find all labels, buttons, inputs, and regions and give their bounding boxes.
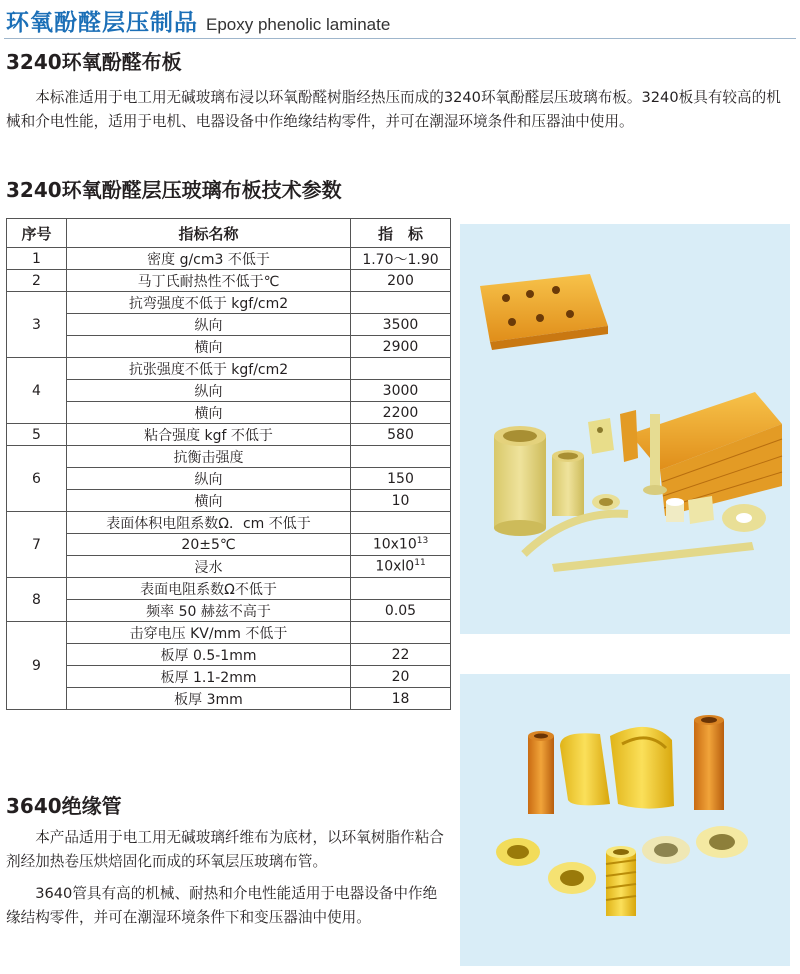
row-value	[351, 358, 451, 380]
row-name: 横向	[67, 490, 351, 512]
header-title-cn: 环氧酚醛层压制品	[6, 10, 198, 36]
row-name: 马丁氏耐热性不低于℃	[67, 270, 351, 292]
row-no: 2	[7, 270, 67, 292]
row-name: 纵向	[67, 380, 351, 402]
row-value: 150	[351, 468, 451, 490]
table-row	[7, 644, 451, 666]
row-no: 7	[7, 512, 67, 578]
table-header-row	[7, 219, 451, 248]
row-value: 22	[351, 644, 451, 666]
section1-title: 3240环氧酚醛布板	[6, 50, 182, 74]
row-value	[351, 512, 451, 534]
table-row	[7, 490, 451, 512]
row-value: 0.05	[351, 600, 451, 622]
table-row	[7, 380, 451, 402]
table-row	[7, 402, 451, 424]
row-name: 20±5℃	[67, 534, 351, 556]
row-value: 2200	[351, 402, 451, 424]
row-no: 1	[7, 248, 67, 270]
table-row	[7, 446, 451, 468]
header-title-en: Epoxy phenolic laminate	[206, 15, 391, 34]
row-name: 击穿电压 KV/mm 不低于	[67, 622, 351, 644]
section3-paragraph-1: 本产品适用于电工用无碱玻璃纤维布为底材，以环氧树脂作粘合剂经加热卷压烘焙固化而成的环氧层压玻璃布管。	[6, 829, 444, 870]
row-value: 10	[351, 490, 451, 512]
col-header-value: 指 标	[351, 219, 451, 248]
table-row	[7, 270, 451, 292]
row-value: 580	[351, 424, 451, 446]
section1-paragraph: 本标准适用于电工用无碱玻璃布浸以环氧酚醛树脂经热压而成的3240环氧酚醛层压玻璃布板。3240板具有较高的机械和介电性能，适用于电机、电器设备中作绝缘结构零件，并可在潮湿环境条件和压器油中使用。	[6, 89, 781, 130]
row-no: 6	[7, 446, 67, 512]
value-exponent: 13	[416, 536, 429, 547]
table-row	[7, 512, 451, 534]
table-row	[7, 336, 451, 358]
row-value: 2900	[351, 336, 451, 358]
row-name: 频率 50 赫兹不高于	[67, 600, 351, 622]
row-no: 3	[7, 292, 67, 358]
row-name: 表面体积电阻系数Ω．cm 不低于	[67, 512, 351, 534]
row-value: 200	[351, 270, 451, 292]
row-name: 密度 g/cm3 不低于	[67, 248, 351, 270]
col-header-name: 指标名称	[67, 219, 351, 248]
row-name: 横向	[67, 402, 351, 424]
row-name: 横向	[67, 336, 351, 358]
table-row	[7, 248, 451, 270]
section2-title: 3240环氧酚醛层压玻璃布板技术参数	[6, 178, 342, 202]
row-name: 粘合强度 kgf 不低于	[67, 424, 351, 446]
table-row	[7, 314, 451, 336]
row-name: 抗弯强度不低于 kgf/cm2	[67, 292, 351, 314]
row-name: 板厚 3mm	[67, 688, 351, 710]
row-value: 3000	[351, 380, 451, 402]
row-name: 表面电阻系数Ω不低于	[67, 578, 351, 600]
table-row	[7, 292, 451, 314]
section3-title: 3640绝缘管	[6, 794, 122, 818]
table-row	[7, 534, 451, 556]
params-table	[6, 218, 451, 710]
table-row	[7, 358, 451, 380]
row-name: 抗张强度不低于 kgf/cm2	[67, 358, 351, 380]
row-no: 9	[7, 622, 67, 710]
row-name: 纵向	[67, 314, 351, 336]
col-header-no: 序号	[7, 219, 67, 248]
row-value	[351, 534, 451, 556]
table-row	[7, 468, 451, 490]
section3-paragraph-2: 3640管具有高的机械、耐热和介电性能适用于电器设备中作绝缘结构零件，并可在潮湿环境条件下和变压器油中使用。	[6, 885, 438, 926]
row-value	[351, 556, 451, 578]
table-row	[7, 600, 451, 622]
row-value	[351, 446, 451, 468]
value-base: 10x10	[372, 536, 417, 553]
row-no: 4	[7, 358, 67, 424]
row-name: 纵向	[67, 468, 351, 490]
row-value	[351, 622, 451, 644]
laminate-products-photo	[460, 224, 790, 634]
row-value: 1.70～1.90	[351, 248, 451, 270]
row-value: 3500	[351, 314, 451, 336]
row-value: 18	[351, 688, 451, 710]
tube-products-photo	[460, 674, 790, 966]
value-base: 10xl0	[375, 558, 415, 575]
table-row	[7, 578, 451, 600]
table-row	[7, 666, 451, 688]
row-no: 5	[7, 424, 67, 446]
table-row	[7, 688, 451, 710]
header-divider	[4, 38, 796, 39]
page-header	[6, 4, 390, 34]
row-value: 20	[351, 666, 451, 688]
row-value	[351, 292, 451, 314]
row-name: 板厚 1.1-2mm	[67, 666, 351, 688]
value-exponent: 11	[414, 558, 426, 569]
table-row	[7, 424, 451, 446]
row-name: 浸水	[67, 556, 351, 578]
table-row	[7, 556, 451, 578]
table-row	[7, 622, 451, 644]
row-value	[351, 578, 451, 600]
row-name: 板厚 0.5-1mm	[67, 644, 351, 666]
row-name: 抗衡击强度	[67, 446, 351, 468]
row-no: 8	[7, 578, 67, 622]
